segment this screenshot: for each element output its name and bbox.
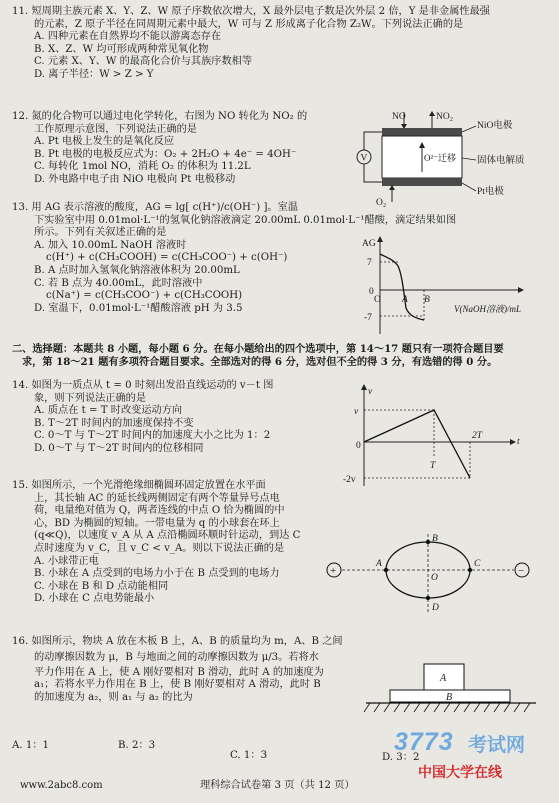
q13-option-d: D. 室温下，0.01mol·L⁻¹醋酸溶液 pH 为 3.5: [34, 302, 243, 314]
fig13-tick-neg7: -7: [364, 313, 372, 323]
q12-option-b: B. Pt 电极的电极反应式为：O₂ + 2H₂O + 4e⁻ = 4OH⁻: [34, 148, 297, 160]
fig12-pt-label: Pt电极: [477, 187, 504, 197]
block-on-board-diagram: [360, 660, 538, 716]
q15-option-c: C. 小球在 B 和 D 点动能相同: [34, 580, 169, 592]
velocity-line: [364, 410, 470, 478]
fig13-point-b: B: [424, 295, 430, 305]
fig12-nio-label: NiO电极: [477, 121, 513, 131]
fig14-neg-tick: -2v: [343, 475, 356, 485]
pt-electrode: [382, 178, 462, 186]
watermark-number: 3773: [394, 728, 454, 756]
q14-option-a: A. 质点在 t = T 时改变运动方向: [34, 405, 183, 417]
q13-stem-line-1: 13. 用 AG 表示溶液的酸度，AG = lg[ c(H⁺)/c(OH⁻) ]。室温: [12, 202, 298, 213]
q15-option-a: A. 小球带正电: [34, 555, 99, 567]
fig15-a: A: [376, 559, 382, 569]
q13-option-a-formula: c(H⁺) + c(CH₃COOH) = c(CH₃COO⁻) + c(OH⁻): [46, 252, 288, 264]
fig15-b: B: [432, 534, 438, 544]
fig13-tick-0: 0: [369, 287, 374, 297]
fig13-x-label: V(NaOH溶液)/mL: [454, 304, 521, 314]
fig14-v-axis: v: [368, 387, 373, 397]
fig16-b: B: [446, 692, 453, 703]
q16-option-b: B. 2：3: [118, 740, 156, 751]
ag-titration-curve: [354, 232, 544, 338]
q16-stem-line-5: 的加速度为 a₂，则 a₁ 与 a₂ 的比为: [34, 691, 193, 703]
q13-option-a: A. 加入 10.00mL NaOH 溶液时: [34, 239, 187, 251]
fig12-no2-label: NO₂: [436, 112, 454, 122]
q16-stem-line-1: 16. 如图所示，物块 A 放在木板 B 上，A、B 的质量均为 m，A、B 之间: [12, 636, 343, 647]
q11-option-d: D. 离子半径：W > Z > Y: [34, 68, 154, 80]
fig12-o2-label: O₂: [376, 198, 387, 208]
question-14: [12, 380, 273, 456]
nio-electrode: [382, 128, 462, 136]
q11-option-a: A. 四种元素在自然界均不能以游离态存在: [34, 31, 222, 43]
fig15-minus: −: [518, 565, 525, 577]
q11-option-b: B. X、Z、W 均可形成两种常见氧化物: [34, 43, 209, 55]
footer-page-number: 理科综合试卷第 3 页（共 12 页）: [200, 780, 355, 791]
q14-option-c: C. 0～T 与 T～2T 时间内的加速度大小之比为 1：2: [34, 430, 271, 442]
q14-stem-line-1: 14. 如图为一质点从 t = 0 时刻出发沿直线运动的 v－t 图: [12, 380, 274, 391]
q16-stem-line-3: 平力作用在 A 上，使 A 刚好要相对 B 滑动，此时 A 的加速度为: [34, 666, 324, 678]
fig14-origin: 0: [356, 441, 361, 451]
question-15: [12, 480, 300, 606]
q13-option-b: B. A 点时加入氢氧化钠溶液体积为 20.00mL: [34, 264, 240, 276]
fig12-no-label: NO: [392, 112, 406, 122]
fig15-plus: +: [330, 565, 337, 577]
section-2-line-1: 二、选择题：本题共 8 小题，每小题 6 分。在每小题给出的四个选项中，第 14～17 题只有一项符合题目要: [12, 343, 504, 355]
q15-stem-line-5: (q≪Q)，以速度 v_A 从 A 点沿椭圆环顺时针运动，到达 C: [34, 530, 301, 542]
q12-option-c: C. 每转化 1mol NO，消耗 O₂ 的体积为 11.2L: [34, 161, 251, 173]
electrochemical-cell-diagram: [328, 108, 540, 208]
q15-option-b: B. 小球在 A 点受到的电场力小于在 B 点受到的电场力: [34, 568, 280, 580]
q16-stem-line-4: a₁；若将水平力作用在 B 上，使 B 刚好要相对 A 滑动，此时 B: [34, 679, 321, 691]
v-t-graph: [338, 382, 538, 490]
footer-site-left: www.2abc8.com: [20, 780, 103, 791]
fig12-ion-label: O²⁻迁移: [424, 153, 456, 163]
ellipse-ring-diagram: [318, 530, 542, 622]
q11-option-c: C. 元素 X、Y、W 的最高化合价与其族序数相等: [34, 56, 253, 68]
watermark-title: 考试网: [468, 735, 526, 756]
fig16-a: A: [440, 673, 447, 684]
q15-stem-line-1: 15. 如图所示，一个光滑绝缘细椭圆环固定放置在水平面: [12, 480, 266, 491]
q15-stem-line-3: 荷，电量绝对值为 Q，两者连线的中点 O 恰为椭圆的中: [34, 505, 285, 517]
fig14-t2: 2T: [472, 431, 483, 441]
fig14-t1: T: [430, 461, 436, 471]
q13-option-c: C. 若 B 点为 40.00mL，此时溶液中: [34, 277, 203, 289]
fig12-electrolyte-label: 固体电解质: [477, 156, 525, 166]
q14-option-b: B. T～2T 时间内的加速度保持不变: [34, 417, 194, 429]
q13-stem-line-2: 下实验室中用 0.01mol·L⁻¹的氢氧化钠溶液滴定 20.00mL 0.01mol·L⁻¹醋酸，滴定结果如图: [34, 214, 457, 226]
fig12-meter-label: V: [360, 153, 368, 164]
section-2-header: [12, 343, 504, 368]
q15-stem-line-4: 心，BD 为椭圆的短轴。一带电量为 q 的小球套在环上: [34, 517, 280, 529]
q11-stem-line-1: 11. 短周期主族元素 X、Y、Z、W 原子序数依次增大，X 最外层电子数是次外层 2 倍，Y 是非金属性最强: [12, 6, 490, 17]
question-16: [12, 636, 343, 704]
q15-stem-line-6: 点时速度为 v_C，且 v_C < v_A。则以下说法正确的是: [34, 542, 285, 554]
q15-stem-line-2: 上，其长轴 AC 的延长线两侧固定有两个等量异号点电: [34, 492, 280, 504]
q12-stem-line-1: 12. 氮的化合物可以通过电化学转化，右图为 NO 转化为 NO₂ 的: [12, 111, 308, 122]
q12-option-d: D. 外电路中电子由 NiO 电极向 Pt 电极移动: [34, 173, 236, 185]
q13-stem-line-3: 所示。下列有关叙述正确的是: [34, 227, 167, 239]
titration-curve: [380, 254, 424, 320]
fig14-t-axis: t: [517, 437, 520, 447]
section-2-line-2: 求，第 18～21 题有多项符合题目要求。全部选对的得 6 分，选对但不全的得 3 分，有选错的得 0 分。: [22, 355, 498, 368]
fig15-d: D: [432, 603, 439, 613]
fig14-v-tick: v: [354, 407, 359, 417]
q16-option-c: C. 1：3: [230, 750, 268, 761]
q12-option-a: A. Pt 电极上发生的是氧化反应: [34, 136, 175, 148]
q13-option-c-formula: c(Na⁺) = c(CH₃COO⁻) + c(CH₃COOH): [46, 290, 243, 302]
q12-stem-line-2: 工作原理示意图，下列说法正确的是: [34, 123, 197, 135]
q14-stem-line-2: 象，则下列说法正确的是: [34, 392, 147, 404]
fig13-origin: O: [374, 295, 381, 305]
fig13-y-label: AG: [362, 239, 376, 249]
fig15-o: O: [431, 573, 438, 583]
question-12: [12, 111, 307, 187]
q16-option-d: D. 3：2: [382, 752, 420, 763]
q11-stem-line-2: 的元素，Z 原子半径在同周期元素中最大，W 可与 Z 形成离子化合物 Z₂W。下列说法正确的是: [34, 18, 464, 30]
fig13-tick-7: 7: [367, 258, 372, 268]
question-11: [12, 6, 490, 82]
q16-stem-line-2: 的动摩擦因数为 μ，B 与地面之间的动摩擦因数为 μ/3。若将水: [34, 651, 319, 663]
q16-option-a: A. 1：1: [12, 740, 49, 751]
fig15-c: C: [474, 559, 481, 569]
q14-option-d: D. 0～T 与 T～2T 时间内的位移相同: [34, 442, 204, 454]
fig13-point-a: A: [402, 295, 408, 305]
q15-option-d: D. 小球在 C 点电势能最小: [34, 593, 155, 605]
watermark-subtitle: 中国大学在线: [418, 764, 502, 780]
